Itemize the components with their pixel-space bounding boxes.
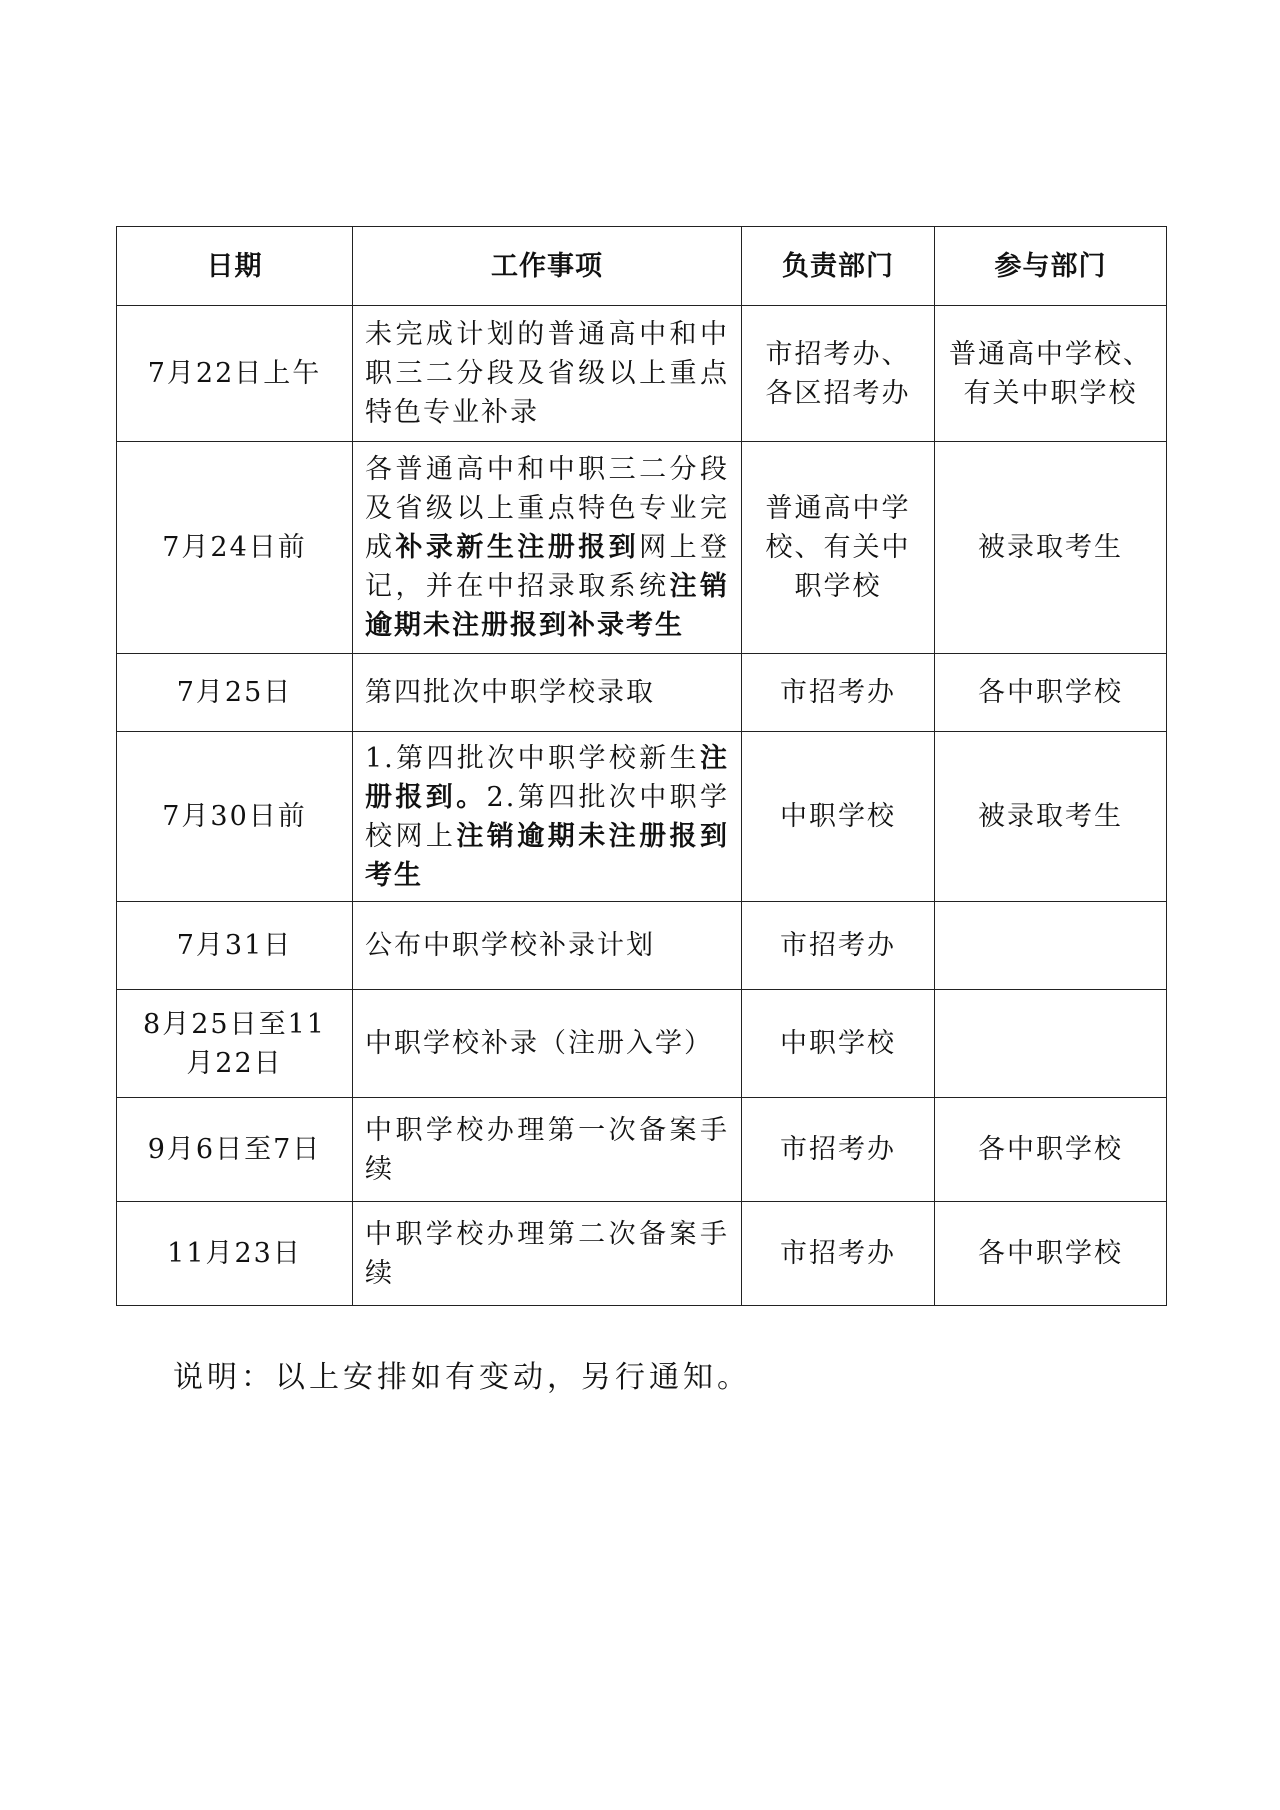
task-text: 网上登记，并在中招录取系统: [365, 532, 730, 602]
table-row: [117, 654, 1167, 732]
cell-participating-department: 各中职学校: [935, 1098, 1167, 1202]
cell-participating-department: 普通高中学校、有关中职学校: [935, 306, 1167, 442]
table-row: [117, 1202, 1167, 1306]
cell-participating-department: [935, 990, 1167, 1098]
table-row: [117, 732, 1167, 902]
header-lead-department: 负责部门: [742, 227, 935, 306]
task-text: 2.第四批次中职学校网上: [365, 781, 730, 852]
cell-participating-department: 被录取考生: [935, 442, 1167, 654]
task-text-bold: 注销逾期未注册报到考生: [365, 820, 730, 891]
cell-task: [353, 990, 742, 1098]
header-task: 工作事项: [353, 227, 742, 306]
cell-task: [353, 732, 742, 902]
task-text-bold: 注销逾期未注册报到补录考生: [365, 571, 730, 641]
schedule-table: [116, 226, 1167, 1306]
cell-date: 9月6日至7日: [117, 1098, 353, 1202]
task-text: 中职学校办理第一次备案手续: [365, 1114, 729, 1185]
task-text: 各普通高中和中职三二分段及省级以上重点特色专业完成: [365, 454, 729, 563]
task-text: 中职学校补录（注册入学）: [365, 1028, 713, 1059]
cell-date: 7月22日上午: [117, 306, 353, 442]
table-header-row: [117, 227, 1167, 306]
task-text: 公布中职学校补录计划: [365, 930, 655, 961]
cell-lead-department: 中职学校: [742, 732, 935, 902]
cell-participating-department: 各中职学校: [935, 1202, 1167, 1306]
header-participating-department: 参与部门: [935, 227, 1167, 306]
table-row: [117, 306, 1167, 442]
cell-lead-department: 市招考办: [742, 1202, 935, 1306]
cell-date: 8月25日至11月22日: [117, 990, 353, 1098]
cell-task: [353, 306, 742, 442]
cell-task: [353, 1098, 742, 1202]
cell-lead-department: 市招考办: [742, 902, 935, 990]
cell-task: [353, 902, 742, 990]
task-text-bold: 注册报到。: [365, 742, 729, 813]
cell-participating-department: 被录取考生: [935, 732, 1167, 902]
cell-participating-department: [935, 902, 1167, 990]
task-text: 1.第四批次中职学校新生: [365, 742, 700, 774]
cell-date: 7月30日前: [117, 732, 353, 902]
cell-lead-department: 市招考办: [742, 1098, 935, 1202]
cell-task: [353, 442, 742, 654]
table-row: [117, 442, 1167, 654]
cell-date: 7月24日前: [117, 442, 353, 654]
header-date: 日期: [117, 227, 353, 306]
cell-date: 7月25日: [117, 654, 353, 732]
cell-date: 11月23日: [117, 1202, 353, 1306]
task-text: 第四批次中职学校录取: [365, 677, 655, 708]
note-text: 说明：以上安排如有变动，另行通知。: [173, 1360, 751, 1395]
table-row: [117, 990, 1167, 1098]
cell-task: [353, 654, 742, 732]
cell-lead-department: 市招考办: [742, 654, 935, 732]
task-text: 未完成计划的普通高中和中职三二分段及省级以上重点特色专业补录: [365, 319, 729, 428]
task-text-bold: 补录新生注册报到: [395, 532, 640, 563]
cell-participating-department: 各中职学校: [935, 654, 1167, 732]
cell-task: [353, 1202, 742, 1306]
cell-date: 7月31日: [117, 902, 353, 990]
table-row: [117, 1098, 1167, 1202]
cell-lead-department: 中职学校: [742, 990, 935, 1098]
table-row: [117, 902, 1167, 990]
task-text: 中职学校办理第二次备案手续: [365, 1218, 729, 1289]
cell-lead-department: 市招考办、各区招考办: [742, 306, 935, 442]
cell-lead-department: 普通高中学校、有关中职学校: [742, 442, 935, 654]
